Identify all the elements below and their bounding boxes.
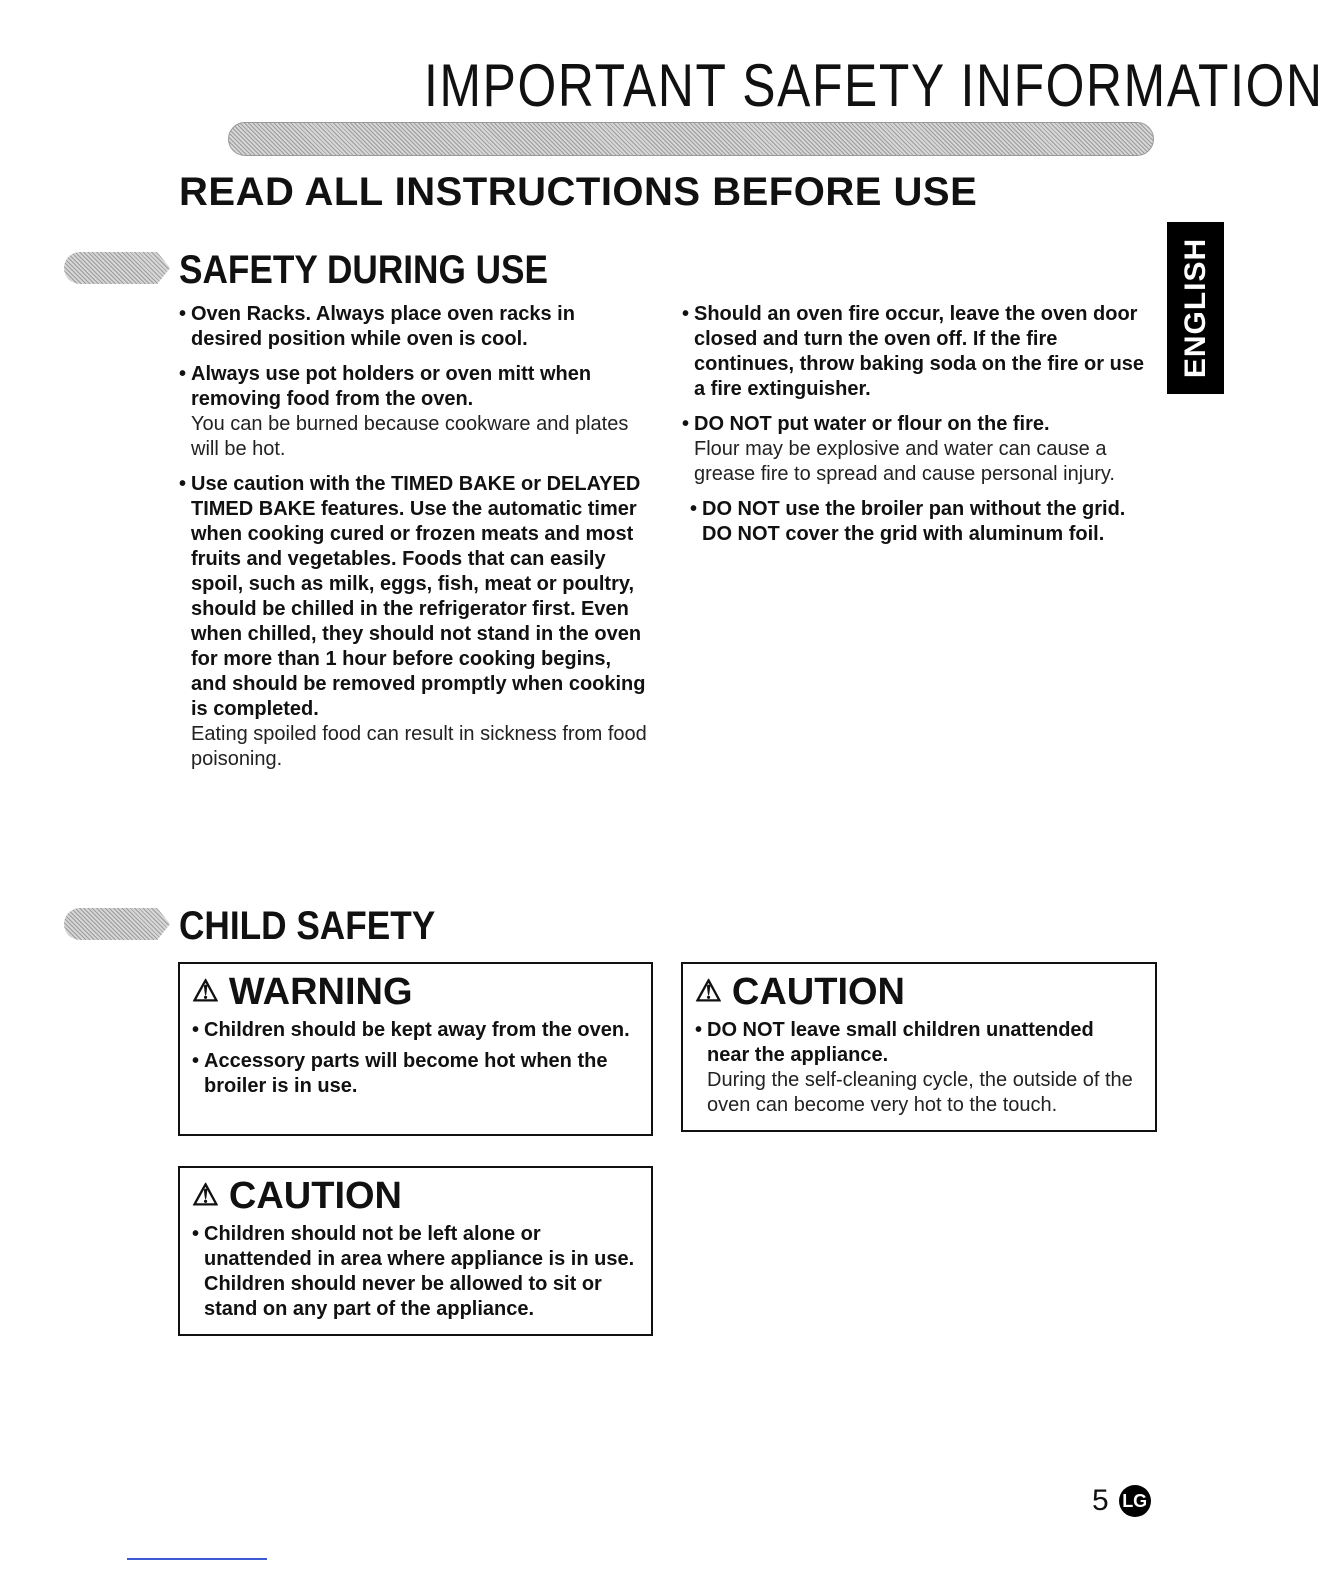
item-bold-text: Should an oven fire occur, leave the oven door closed and turn the oven off. If the fire continues, throw baking soda on the fire or use a fire extinguisher. [694,303,1145,400]
item-note-text: Eating spoiled food can result in sickness from food poisoning. [191,723,647,770]
list-item: • Accessory parts will become hot when the broiler is in use. [192,1049,637,1099]
list-item [682,302,1160,402]
item-bold-text: • Use caution with the TIMED BAKE or DELAYED TIMED BAKE features. Use the automatic timer when cooking cured or frozen meats and most fruits and vegetables. Foods that can easily spoil, such as milk, eggs, fish, meat or poultry, should be chilled in the refrigerator first. Even when chilled, they should not stand in the oven for more than 1 hour before cooking begins, and should be removed promptly when cooking is completed. [191,473,646,720]
caution-box-left [178,1166,653,1336]
list-item: • Children should not be left alone or unattended in area where appliance is in use. Children should never be allowed to sit or stand on any part of the appliance. [192,1222,637,1322]
list-item [179,362,649,462]
caution-heading-text: CAUTION [228,1175,403,1217]
list-item [690,497,1160,547]
warning-triangle-icon: ⚠ [192,975,219,1008]
caution-heading-text: CAUTION [731,971,906,1013]
item-bold-text: DO NOT use the broiler pan without the grid. DO NOT cover the grid with aluminum foil. [702,498,1126,545]
warning-triangle-icon: ⚠ [192,1179,219,1212]
language-tab [1167,222,1224,394]
lg-logo-icon: LG [1119,1485,1151,1517]
list-item [695,1018,1141,1118]
safety-during-use-title: SAFETY DURING USE [179,248,549,292]
read-all-heading: READ ALL INSTRUCTIONS BEFORE USE [179,170,978,214]
title-decorative-bar [228,122,1154,156]
safety-right-column [682,302,1160,557]
page-title: IMPORTANT SAFETY INFORMATION [424,52,1324,119]
page-number: 5 [1092,1484,1109,1517]
item-bold-text: • DO NOT leave small children unattended near the appliance. [707,1019,1094,1066]
caution-heading [695,970,1141,1014]
warning-heading-text: WARNING [228,971,413,1013]
language-tab-label: ENGLISH [1178,237,1212,379]
page-footer [1092,1484,1151,1518]
bottom-link-line [127,1558,267,1560]
list-item: • Children should be kept away from the oven. [192,1018,637,1043]
section-marker-child [64,908,170,940]
warning-triangle-icon: ⚠ [695,975,722,1008]
section-marker-safety [64,252,170,284]
item-bold-text: • Always use pot holders or oven mitt when removing food from the oven. [191,363,592,410]
caution-heading [192,1174,637,1218]
warning-heading [192,970,637,1014]
list-item [682,412,1160,487]
item-bold-text: Oven Racks. Always place oven racks in desired position while oven is cool. [191,303,575,350]
list-item [179,472,649,772]
caution-box-right [681,962,1157,1132]
item-note-text: Flour may be explosive and water can cause a grease fire to spread and cause personal injury. [694,438,1115,485]
child-safety-title: CHILD SAFETY [179,904,436,948]
warning-box [178,962,653,1136]
item-bold-text: • DO NOT put water or flour on the fire. [694,413,1050,435]
safety-left-column [179,302,649,782]
list-item [179,302,649,352]
item-note-text: During the self-cleaning cycle, the outside of the oven can become very hot to the touch. [707,1069,1133,1116]
item-note-text: You can be burned because cookware and plates will be hot. [191,413,629,460]
